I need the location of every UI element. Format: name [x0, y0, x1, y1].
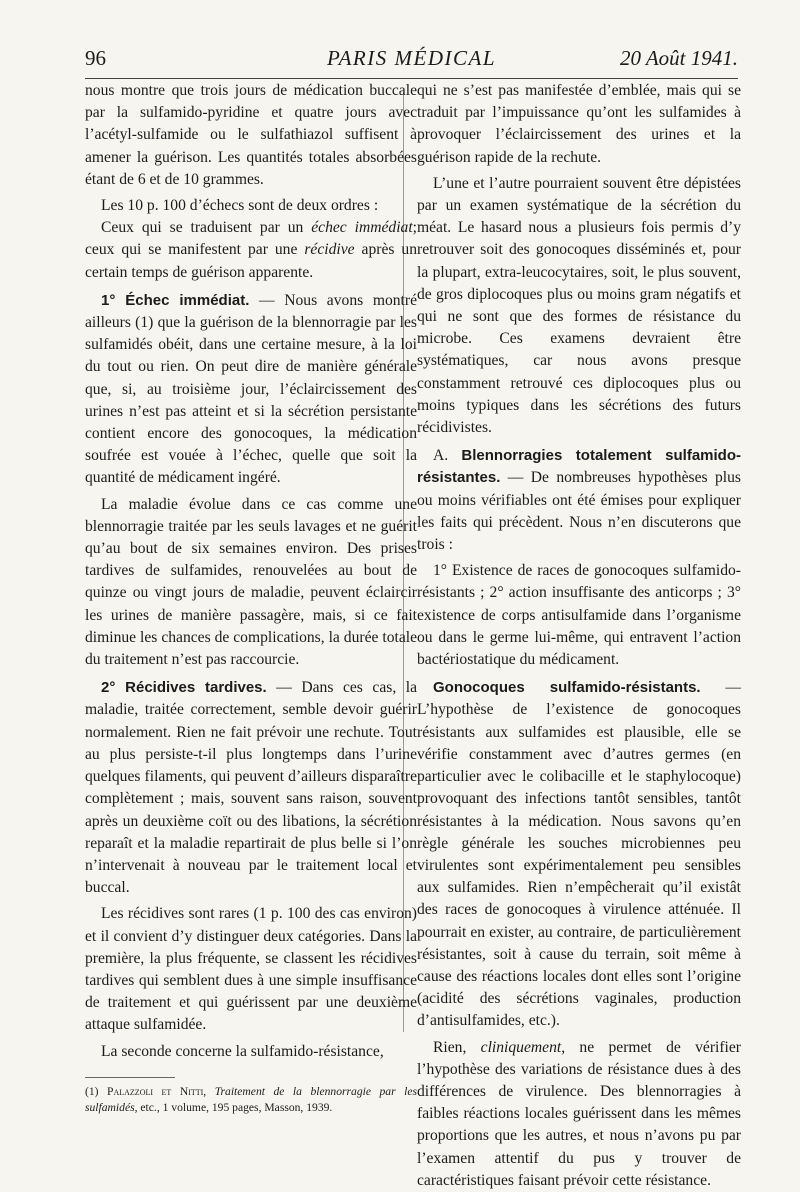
section-paragraph: [85, 677, 417, 899]
section-heading: Blennorragies totalement sulfamido-résistantes.: [417, 447, 742, 487]
journal-title: PARIS MÉDICAL: [326, 46, 496, 70]
page-number: 96: [85, 46, 106, 70]
text-run: après un certain temps de guérison apparente.: [85, 241, 417, 281]
section-paragraph: [85, 290, 417, 490]
section-paragraph: [417, 445, 741, 556]
page-header: [85, 44, 738, 79]
section-paragraph: [417, 677, 741, 1032]
text-run: Ceux qui se traduisent par un: [101, 219, 312, 237]
emphasis: échec immédiat: [311, 219, 413, 237]
section-label: A.: [433, 447, 462, 465]
paragraph: nous montre que trois jours de médication buccale par la sulfamido-pyridine et quatre jours avec l’acétyl-sulfamide ou le sulfathiazol suffisent à amener la guérison. Les quantités totales absorbées étant de 6 et de 10 grammes.: [85, 82, 417, 188]
emphasis: récidive: [304, 241, 355, 259]
footnote: [85, 1084, 417, 1117]
paragraph: qui ne s’est pas manifestée d’emblée, mais qui se traduit par l’impuissance qu’ont les sulfamides à provoquer l’éclaircissement des urines et la guérison rapide de la rechute.: [417, 82, 741, 166]
paragraph: 1° Existence de races de gonocoques sulfamido-résistants ; 2° action insuffisante des anticorps ; 3° existence de corps antisulfamide dans l’organisme ou dans le germe lui-même, qui entravent l’action bactériostatique du médicament.: [417, 562, 741, 669]
text-run: — Dans ces cas, la maladie, traitée correctement, semble devoir guérir normalement. Rien ne fait prévoir une rechute. Tout au plus persiste-t-il plus longtemps dans l’urine quelques filaments, qui peuvent d’ailleurs disparaître complètement ; mais, souvent sans raison, souvent après un deuxième coït ou des libations, la sécrétion reparaît et la maladie repartirait de plus belle si l’on n’intervenait à nouveau par le traitement local et buccal.: [85, 679, 418, 897]
paragraph: [417, 1037, 741, 1192]
text-run: ,: [203, 1084, 215, 1098]
footnote-title: Traitement de la blennorragie par les sulfamidés: [85, 1084, 418, 1115]
paragraph: Les 10 p. 100 d’échecs sont de deux ordres :: [101, 197, 379, 215]
issue-date: 20 Août 1941.: [619, 46, 738, 70]
text-run: — Nous avons montré ailleurs (1) que la guérison de la blennorragie par les sulfamidés obéit, dans une certaine mesure, à la loi du tout ou rien. On peut dire de manière générale que, si, au troisième jour, l’éclaircissement des urines n’est pas atteint et si la sécrétion persistante contient encore des gonocoques, la médication soufrée est vouée à l’échec, quelle que soit la quantité de médicament ingéré.: [85, 291, 417, 487]
text-run: — L’hypothèse de l’existence de gonocoques résistants aux sulfamides est plausible, elle se vérifie constamment avec d’autres germes (en particulier avec le colibacille et le staphylocoque) provoquant des infections tantôt sensibles, tantôt résistantes à la médication. Nous savons qu’en règle générale les souches microbiennes peu virulentes sont expérimentalement peu sensibles aux sulfamides. Rien n’empêcherait qu’il existât des races de gonocoques à virulence atténuée. Il pourrait en exister, au contraire, de particulièrement résistantes, soit à cause du terrain, soit même à cause des réactions locales dont elles sont l’origine (acidité des sécrétions vaginales, production d’antisulfamides, etc.).: [417, 679, 741, 1030]
text-run: , etc., 1 volume, 195 pages, Masson, 1939.: [134, 1101, 333, 1115]
section-heading: 1° Échec immédiat.: [101, 291, 250, 309]
paragraph: [85, 217, 417, 284]
text-run: Rien,: [433, 1038, 481, 1056]
paragraph: La seconde concerne la sulfamido-résistance,: [101, 1042, 384, 1060]
footnote-rule: [85, 1077, 175, 1078]
emphasis: cliniquement: [480, 1038, 562, 1056]
paragraph: La maladie évolue dans ce cas comme une blennorragie traitée par les seuls lavages et ne guérit qu’au bout de six semaines environ. Des prises tardives de sulfamides, renouvelées au bout de quinze ou vingt jours de maladie, peuvent éclaircir les urines de manière passagère, mais, si ce fait diminue les chances de complications, la durée totale du traitement n’est pas raccourcie.: [85, 495, 417, 669]
text-run: — De nombreuses hypothèses plus ou moins vérifiables ont été émises pour expliquer les faits qui précèdent. Nous n’en discuterons que trois :: [417, 469, 741, 554]
section-heading: 2° Récidives tardives.: [101, 679, 267, 697]
right-column: [417, 80, 741, 1192]
footnote-number: (1): [85, 1084, 108, 1098]
text-run: ; ceux qui se manifestent par une: [85, 219, 417, 259]
paragraph: Les récidives sont rares (1 p. 100 des cas environ) et il convient d’y distinguer deux catégories. Dans la première, la plus fréquente, se classent les récidives tardives qui semblent dues à une simple insuffisance de traitement et qui guérissent par une deuxième attaque sulfamidée.: [85, 905, 417, 1034]
text-run: , ne permet de vérifier l’hypothèse des variations de résistance dues à des différences de virulence. Des blennorragies à faibles réactions locales guérissent dans les mêmes proportions que les autres, et nous n’avons pu par l’examen attentif du pus y trouver de caractéristiques faisant prévoir cette résistance.: [417, 1038, 741, 1189]
paragraph: L’une et l’autre pourraient souvent être dépistées par un examen systématique de la sécrétion du méat. Le hasard nous a plusieurs fois permis d’y retrouver soit des gonocoques disséminés et, pour la plupart, extra-leucocytaires, soit, le plus souvent, de gros diplocoques plus ou moins gram négatifs et qui ne sont que des formes de résistance du microbe. Ces examens devraient être systématiques, car nous avons presque constamment retrouvé ces diplocoques plus ou moins typiques dans les sécrétions des futurs récidivistes.: [417, 174, 741, 437]
footnote-authors: Palazzoli et Nitti: [107, 1084, 204, 1098]
left-column: [85, 80, 417, 1117]
section-heading: Gonocoques sulfamido-résistants.: [433, 679, 701, 697]
